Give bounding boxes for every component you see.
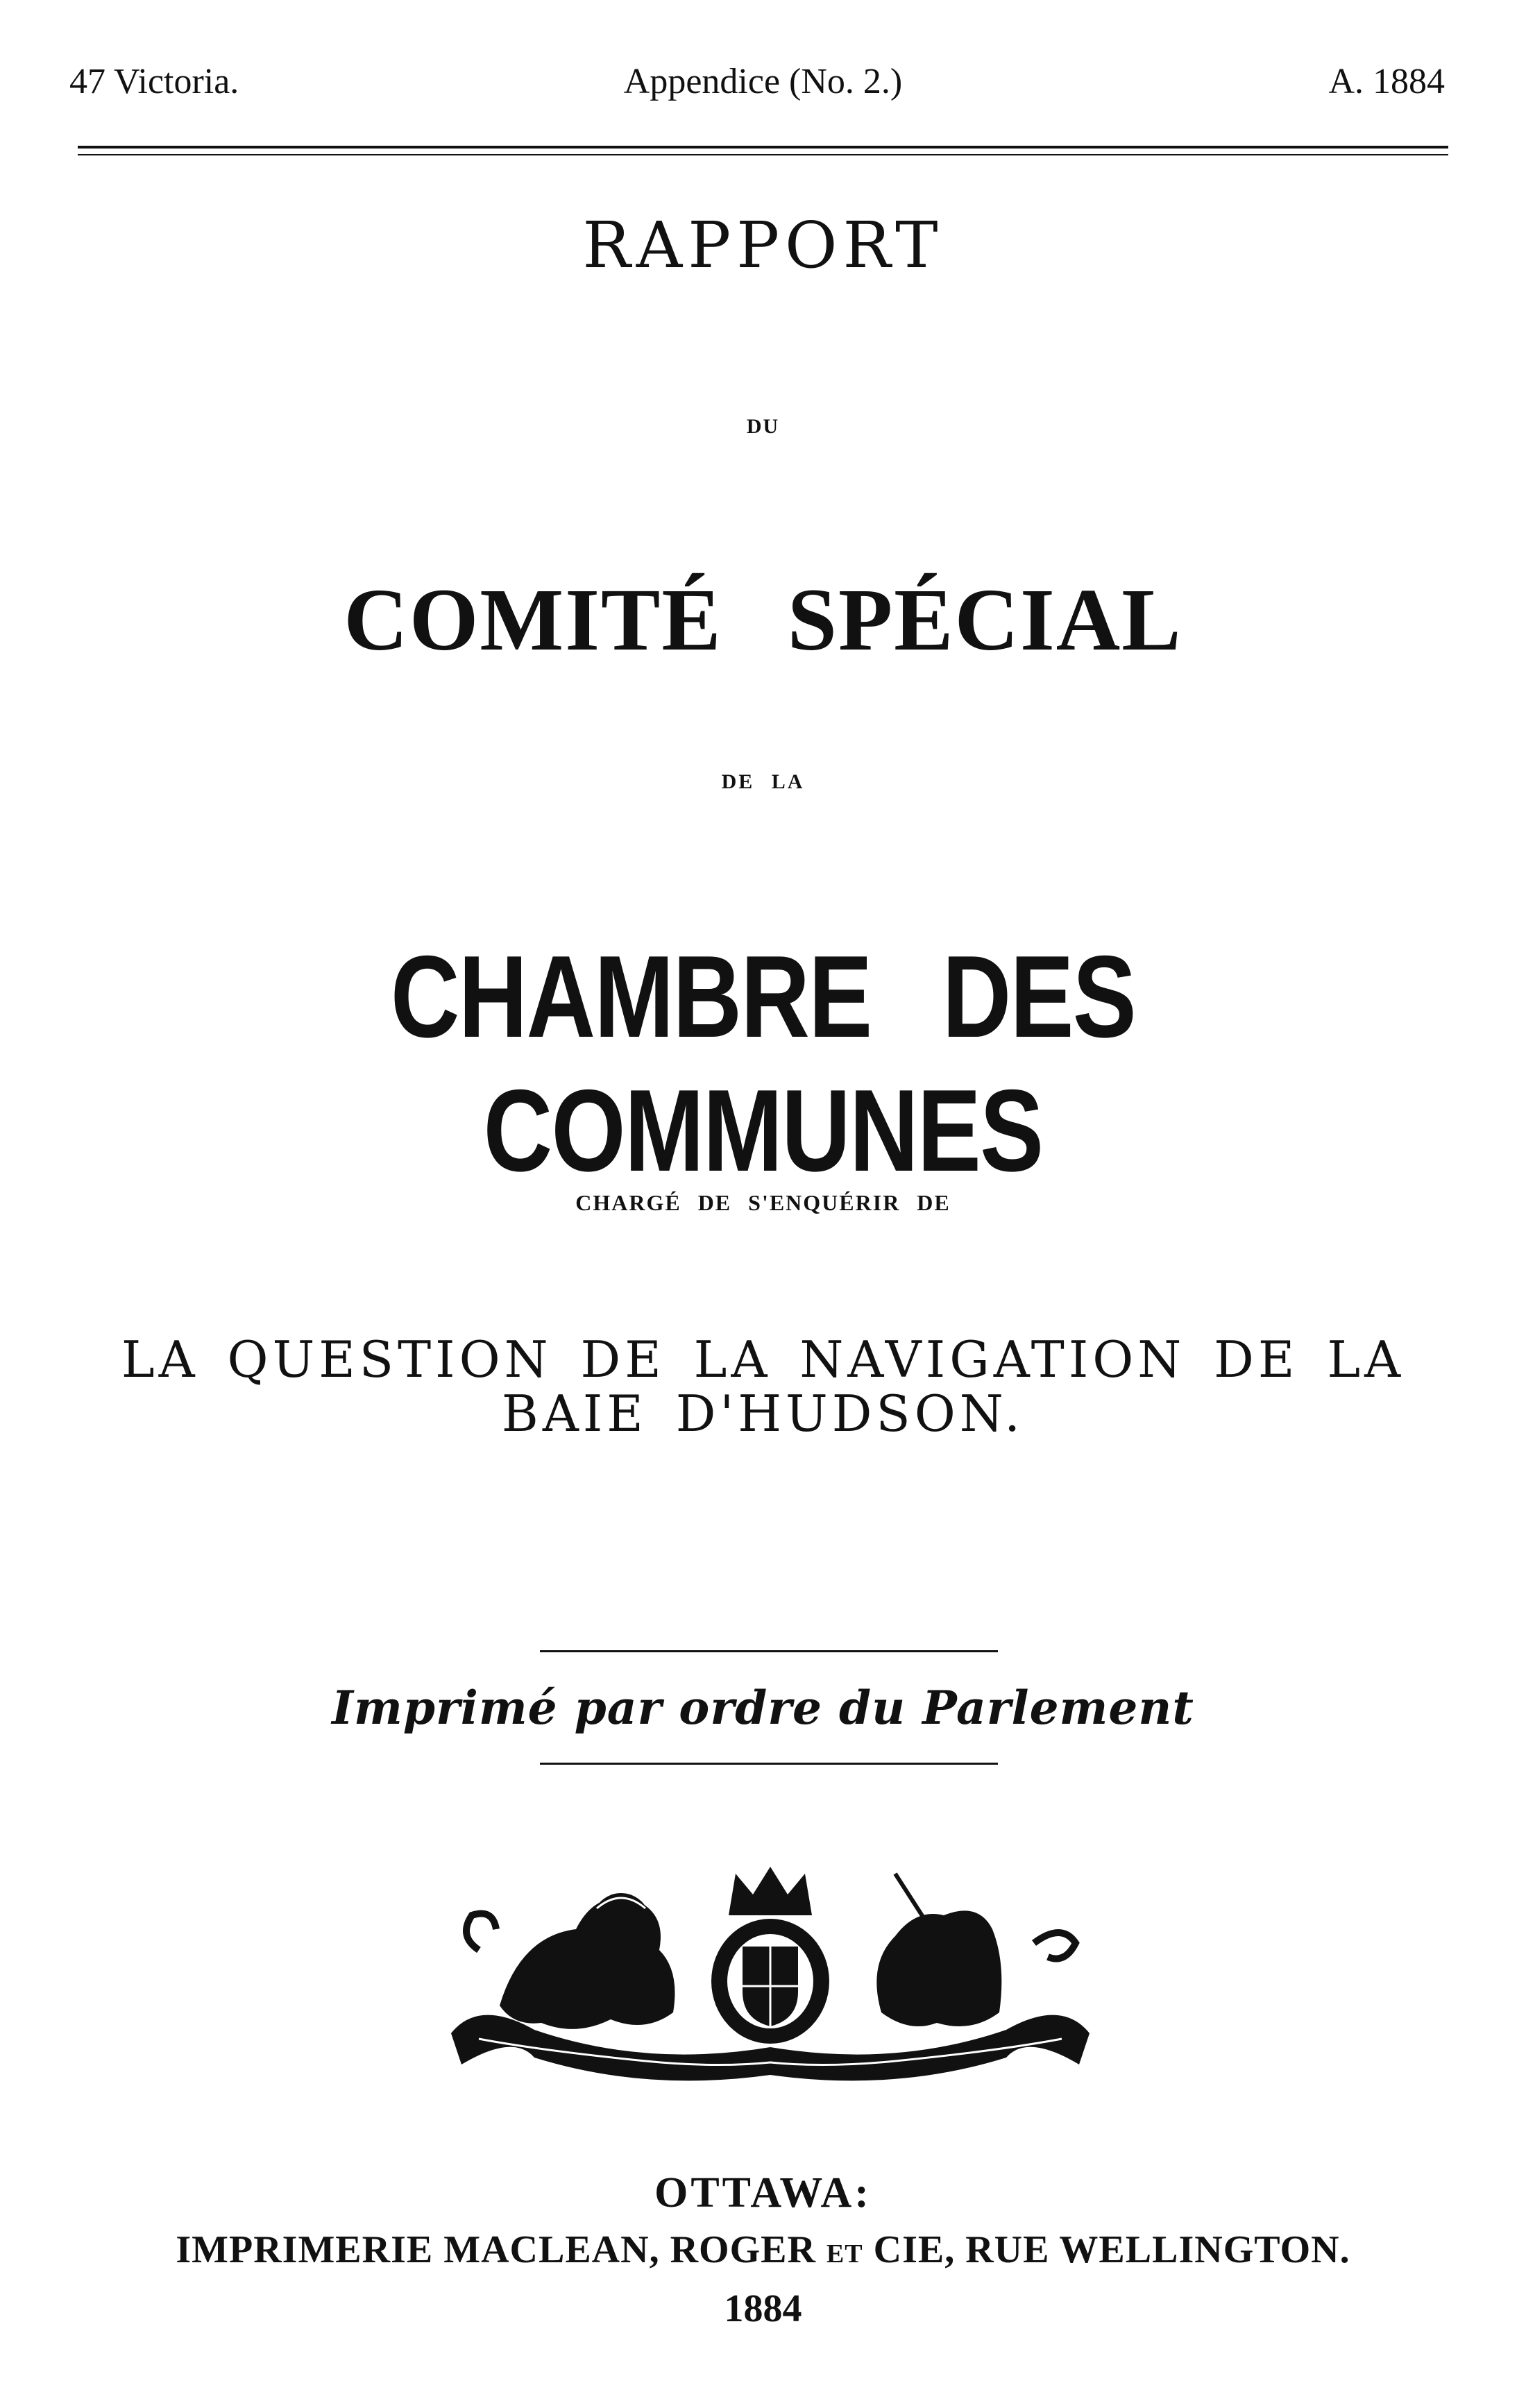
- printer-et: ET: [826, 2239, 863, 2269]
- header-appendix: Appendice (No. 2.): [623, 62, 903, 101]
- imprint-rule-top: [540, 1650, 998, 1652]
- title-charge: CHARGÉ DE S'ENQUÉRIR DE: [575, 1190, 951, 1215]
- title-chambre-des-communes: CHAMBRE DES COMMUNES: [390, 931, 1136, 1196]
- title-comite-special: COMITÉ SPÉCIAL: [344, 570, 1182, 669]
- printer-address: CIE, RUE WELLINGTON.: [863, 2228, 1350, 2271]
- imprint-rule-bottom: [540, 1763, 998, 1765]
- imprint-printer: [0, 2228, 1526, 2272]
- title-rapport: RAPPORT: [582, 208, 944, 282]
- title-du: DU: [746, 415, 780, 438]
- title-question-line2: BAIE D'HUDSON.: [501, 1384, 1025, 1443]
- imprint-note: Imprimé par ordre du Parlement: [332, 1681, 1194, 1735]
- header-rule-thick: [78, 146, 1448, 149]
- header-rule-thin: [78, 154, 1448, 155]
- title-question: [0, 1332, 1526, 1441]
- title-de-la: DE LA: [721, 770, 805, 793]
- imprint-city: OTTAWA:: [654, 2169, 872, 2216]
- royal-coat-of-arms-icon: [437, 1860, 1103, 2082]
- title-question-line1: LA QUESTION DE LA NAVIGATION DE LA: [121, 1330, 1405, 1389]
- header-year: A. 1884: [1328, 62, 1445, 101]
- imprint-year: 1884: [724, 2287, 802, 2330]
- header-volume: 47 Victoria.: [69, 62, 239, 101]
- printer-name: IMPRIMERIE MACLEAN, ROGER: [176, 2228, 826, 2271]
